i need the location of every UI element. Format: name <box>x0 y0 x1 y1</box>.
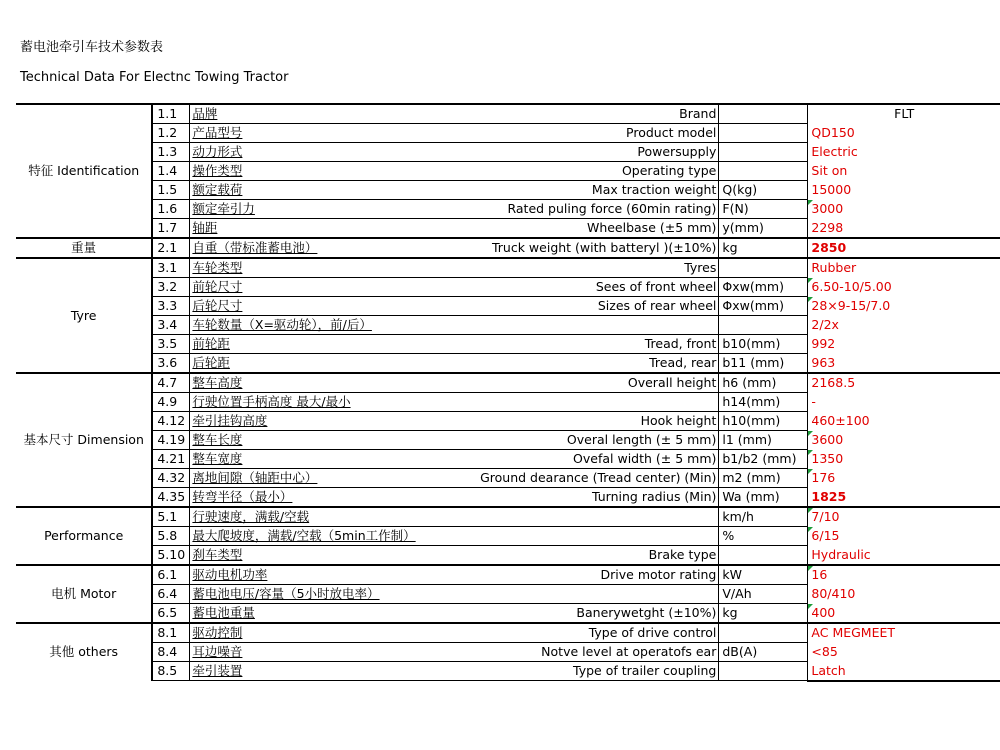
row-unit: Q(kg) <box>719 181 808 200</box>
page-title-chinese: 蓄电池牵引车技术参数表 <box>20 40 164 55</box>
row-number: 3.1 <box>152 258 190 278</box>
table-row <box>16 258 1000 278</box>
row-label-cn: 行驶速度，满载/空载 <box>190 507 419 527</box>
row-value: AC MEGMEET <box>808 623 1000 643</box>
row-number: 1.5 <box>152 181 190 200</box>
row-label-en <box>419 507 719 527</box>
group-label-weight: 重量 <box>16 238 152 258</box>
table-row <box>16 200 1000 219</box>
row-number: 5.1 <box>152 507 190 527</box>
row-label-cn: 蓄电池重量 <box>190 604 419 624</box>
cell-comment-marker-icon <box>808 604 813 609</box>
cell-comment-marker-icon <box>808 278 813 283</box>
row-label-en: Max traction weight <box>419 181 719 200</box>
row-label-cn: 车轮数量（X=驱动轮），前/后） <box>190 316 419 335</box>
table-row <box>16 104 1000 124</box>
table-row <box>16 604 1000 624</box>
row-value: Hydraulic <box>808 546 1000 566</box>
table-row <box>16 546 1000 566</box>
row-number: 3.6 <box>152 354 190 374</box>
row-label-en <box>419 527 719 546</box>
row-label-en: Type of drive control <box>419 623 719 643</box>
row-label-cn: 刹车类型 <box>190 546 419 566</box>
row-number: 4.32 <box>152 469 190 488</box>
row-label-en: Sees of front wheel <box>419 278 719 297</box>
row-label-cn: 后轮尺寸 <box>190 297 419 316</box>
row-unit: b10(mm) <box>719 335 808 354</box>
group-label-performance: Performance <box>16 507 152 565</box>
row-number: 3.4 <box>152 316 190 335</box>
row-label-en: Wheelbase (±5 mm) <box>419 219 719 239</box>
table-row <box>16 181 1000 200</box>
row-unit: h14(mm) <box>719 393 808 412</box>
row-unit <box>719 623 808 643</box>
row-value: 16 <box>808 565 1000 585</box>
row-unit: b11 (mm) <box>719 354 808 374</box>
technical-data-table <box>16 103 1000 682</box>
row-number: 4.35 <box>152 488 190 508</box>
row-label-en: Product model <box>419 124 719 143</box>
row-value: 963 <box>808 354 1000 374</box>
table-row <box>16 393 1000 412</box>
table-row <box>16 297 1000 316</box>
row-number: 6.5 <box>152 604 190 624</box>
row-unit: Φxw(mm) <box>719 278 808 297</box>
cell-comment-marker-icon <box>808 200 813 205</box>
table-row <box>16 412 1000 431</box>
row-value: Rubber <box>808 258 1000 278</box>
row-value: 3600 <box>808 431 1000 450</box>
row-label-cn: 耳边噪音 <box>190 643 419 662</box>
row-unit: kg <box>719 604 808 624</box>
row-value: Sit on <box>808 162 1000 181</box>
table-row <box>16 354 1000 374</box>
row-number: 6.1 <box>152 565 190 585</box>
row-label-en: Drive motor rating <box>419 565 719 585</box>
row-number: 6.4 <box>152 585 190 604</box>
row-label-en: Brand <box>419 104 719 124</box>
row-label-en: Banerywetght (±10%) <box>419 604 719 624</box>
row-label-en: Hook height <box>419 412 719 431</box>
row-unit: b1/b2 (mm) <box>719 450 808 469</box>
row-unit: Wa (mm) <box>719 488 808 508</box>
row-value: 2/2x <box>808 316 1000 335</box>
row-value: 1825 <box>808 488 1000 508</box>
cell-comment-marker-icon <box>808 450 813 455</box>
row-number: 1.3 <box>152 143 190 162</box>
group-label-identification: 特征 Identification <box>16 104 152 238</box>
row-label-en <box>419 585 719 604</box>
row-value: 460±100 <box>808 412 1000 431</box>
cell-comment-marker-icon <box>808 469 813 474</box>
group-label-motor: 电机 Motor <box>16 565 152 623</box>
row-label-en <box>419 316 719 335</box>
table-row <box>16 565 1000 585</box>
row-label-en: Rated puling force (60min rating) <box>419 200 719 219</box>
row-unit: h6 (mm) <box>719 373 808 393</box>
row-label-cn: 前轮距 <box>190 335 419 354</box>
row-label-en: Brake type <box>419 546 719 566</box>
row-label-cn: 额定载荷 <box>190 181 419 200</box>
row-value: 1350 <box>808 450 1000 469</box>
row-unit: V/Ah <box>719 585 808 604</box>
cell-comment-marker-icon <box>808 508 813 513</box>
row-label-en: Sizes of rear wheel <box>419 297 719 316</box>
row-label-cn: 驱动控制 <box>190 623 419 643</box>
row-unit: F(N) <box>719 200 808 219</box>
table-row <box>16 162 1000 181</box>
row-unit <box>719 124 808 143</box>
table-row <box>16 124 1000 143</box>
row-unit <box>719 104 808 124</box>
row-value: QD150 <box>808 124 1000 143</box>
row-label-cn: 驱动电机功率 <box>190 565 419 585</box>
cell-comment-marker-icon <box>808 566 813 571</box>
row-value: 992 <box>808 335 1000 354</box>
row-number: 1.7 <box>152 219 190 239</box>
row-label-cn: 牵引装置 <box>190 662 419 681</box>
row-unit: h10(mm) <box>719 412 808 431</box>
table-row <box>16 143 1000 162</box>
row-number: 3.5 <box>152 335 190 354</box>
table-row <box>16 450 1000 469</box>
row-label-cn: 转弯半径（最小） <box>190 488 419 508</box>
page-title-english: Technical Data For Electnc Towing Tractor <box>20 70 289 85</box>
row-label-cn: 最大爬坡度，满载/空载（5min工作制） <box>190 527 419 546</box>
row-value: 176 <box>808 469 1000 488</box>
row-label-cn: 产品型号 <box>190 124 419 143</box>
row-number: 5.8 <box>152 527 190 546</box>
row-label-en <box>419 393 719 412</box>
row-number: 5.10 <box>152 546 190 566</box>
row-label-cn: 车轮类型 <box>190 258 419 278</box>
table-row <box>16 238 1000 258</box>
row-unit: km/h <box>719 507 808 527</box>
row-value: 6/15 <box>808 527 1000 546</box>
row-label-cn: 额定牵引力 <box>190 200 419 219</box>
row-label-en: Ground dearance (Tread center) (Min) <box>419 469 719 488</box>
row-value: 2298 <box>808 219 1000 239</box>
row-label-cn: 后轮距 <box>190 354 419 374</box>
row-label-en: Tyres <box>419 258 719 278</box>
table-row <box>16 488 1000 508</box>
row-label-cn: 整车长度 <box>190 431 419 450</box>
row-label-cn: 动力形式 <box>190 143 419 162</box>
row-number: 1.2 <box>152 124 190 143</box>
table-row <box>16 219 1000 239</box>
row-value: 80/410 <box>808 585 1000 604</box>
table-row <box>16 662 1000 681</box>
row-label-cn: 前轮尺寸 <box>190 278 419 297</box>
row-label-en: Truck weight (with batteryl )(±10%) <box>419 238 719 258</box>
row-unit: kg <box>719 238 808 258</box>
row-value: 6.50-10/5.00 <box>808 278 1000 297</box>
row-number: 8.4 <box>152 643 190 662</box>
row-label-cn: 整车宽度 <box>190 450 419 469</box>
row-number: 1.4 <box>152 162 190 181</box>
row-label-en: Notve level at operatofs ear <box>419 643 719 662</box>
table-row <box>16 643 1000 662</box>
table-row <box>16 527 1000 546</box>
table-row <box>16 623 1000 643</box>
row-label-cn: 行驶位置手柄高度 最大/最小 <box>190 393 419 412</box>
row-value: Electric <box>808 143 1000 162</box>
row-unit: % <box>719 527 808 546</box>
row-value: 2168.5 <box>808 373 1000 393</box>
table-row <box>16 507 1000 527</box>
group-label-tyre: Tyre <box>16 258 152 373</box>
row-unit: l1 (mm) <box>719 431 808 450</box>
cell-comment-marker-icon <box>808 431 813 436</box>
row-unit <box>719 162 808 181</box>
row-label-en: Tread, rear <box>419 354 719 374</box>
row-label-cn: 离地间隙（轴距中心） <box>190 469 419 488</box>
row-number: 1.6 <box>152 200 190 219</box>
row-label-cn: 蓄电池电压/容量（5小时放电率） <box>190 585 419 604</box>
table-row <box>16 585 1000 604</box>
row-number: 4.9 <box>152 393 190 412</box>
row-label-en: Type of trailer coupling <box>419 662 719 681</box>
row-unit: dB(A) <box>719 643 808 662</box>
row-unit <box>719 258 808 278</box>
row-unit <box>719 546 808 566</box>
row-value: - <box>808 393 1000 412</box>
table-row <box>16 335 1000 354</box>
table-row <box>16 316 1000 335</box>
row-unit: kW <box>719 565 808 585</box>
table-row <box>16 373 1000 393</box>
row-label-en: Ovefal width (± 5 mm) <box>419 450 719 469</box>
row-label-cn: 品牌 <box>190 104 419 124</box>
row-number: 8.1 <box>152 623 190 643</box>
row-unit <box>719 662 808 681</box>
row-unit: m2 (mm) <box>719 469 808 488</box>
row-value: 7/10 <box>808 507 1000 527</box>
row-value: <85 <box>808 643 1000 662</box>
row-label-cn: 轴距 <box>190 219 419 239</box>
row-number: 4.19 <box>152 431 190 450</box>
row-value: Latch <box>808 662 1000 681</box>
row-label-en: Powersupply <box>419 143 719 162</box>
row-number: 8.5 <box>152 662 190 681</box>
row-unit: Φxw(mm) <box>719 297 808 316</box>
row-label-cn: 整车高度 <box>190 373 419 393</box>
row-unit: y(mm) <box>719 219 808 239</box>
row-unit <box>719 316 808 335</box>
row-label-en: Tread, front <box>419 335 719 354</box>
row-label-cn: 牵引挂钩高度 <box>190 412 419 431</box>
row-label-en: Overal length (± 5 mm) <box>419 431 719 450</box>
cell-comment-marker-icon <box>808 297 813 302</box>
row-label-en: Operating type <box>419 162 719 181</box>
row-value: FLT <box>808 104 1000 124</box>
row-value: 400 <box>808 604 1000 624</box>
row-number: 4.21 <box>152 450 190 469</box>
group-label-dimension: 基本尺寸 Dimension <box>16 373 152 507</box>
row-value: 3000 <box>808 200 1000 219</box>
row-number: 3.2 <box>152 278 190 297</box>
row-number: 3.3 <box>152 297 190 316</box>
group-label-others: 其他 others <box>16 623 152 681</box>
row-label-cn: 自重（带标准蓄电池） <box>190 238 419 258</box>
row-label-en: Turning radius (Min) <box>419 488 719 508</box>
row-value: 15000 <box>808 181 1000 200</box>
row-value: 2850 <box>808 238 1000 258</box>
table-row <box>16 431 1000 450</box>
row-label-en: Overall height <box>419 373 719 393</box>
row-number: 2.1 <box>152 238 190 258</box>
row-label-cn: 操作类型 <box>190 162 419 181</box>
row-number: 4.7 <box>152 373 190 393</box>
row-number: 1.1 <box>152 104 190 124</box>
table-row <box>16 469 1000 488</box>
row-unit <box>719 143 808 162</box>
row-value: 28×9-15/7.0 <box>808 297 1000 316</box>
cell-comment-marker-icon <box>808 527 813 532</box>
table-row <box>16 278 1000 297</box>
row-number: 4.12 <box>152 412 190 431</box>
